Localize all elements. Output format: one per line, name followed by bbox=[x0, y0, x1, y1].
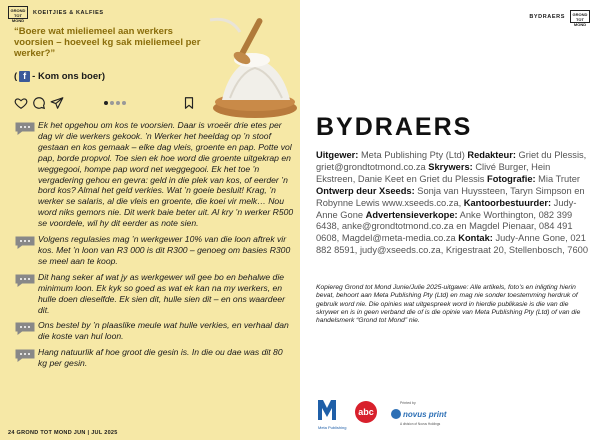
masthead bbox=[8, 6, 104, 23]
section-label: KOEITJIES & KALFIES bbox=[33, 9, 104, 16]
speech-bubble-icon bbox=[14, 321, 36, 335]
paren-open: ( bbox=[14, 71, 18, 82]
comment-text: Hang natuurlik af hoe groot die gesin is. In die ou dae was dit 80 kg per gesin. bbox=[38, 347, 283, 369]
credit-label: Skrywers: bbox=[428, 161, 473, 172]
novus-sub-text: A division of Novus Holdings bbox=[400, 422, 441, 426]
credit-text: Judy-Anne Gone bbox=[316, 197, 577, 220]
comment-item bbox=[14, 347, 294, 369]
speech-bubble-icon bbox=[14, 348, 36, 362]
right-page bbox=[300, 0, 600, 440]
novus-printed-by: Printed by bbox=[400, 401, 416, 405]
credit-text: Judy-Anne Gone, 021 882 8591, judy@xseeds.co.za, Krigestraat 20, Stellenbosch, 7600 bbox=[316, 233, 588, 256]
comment-item bbox=[14, 272, 294, 316]
comment-item bbox=[14, 320, 294, 342]
credit-text: Anke Worthington, 082 399 6438, anke@grondtotmond.co.za en Magdel Pienaar, 084 491 0608, Magdel@meta-media.co.za bbox=[316, 209, 573, 244]
social-action-bar bbox=[14, 94, 196, 112]
comment-text: Volgens regulasies mag ’n werkgewer 10% van die loon aftrek vir kos. Met ’n loon van R3 000 is dit R300 – genoeg om basies R300 se meel aan te koop. bbox=[38, 234, 291, 266]
carousel-dot bbox=[122, 101, 126, 105]
carousel-dot bbox=[116, 101, 120, 105]
credit-text: Griet du Plessis, griet@grondtotmond.co.za bbox=[316, 150, 587, 172]
credit-label: Redakteur: bbox=[467, 150, 516, 160]
credit-text: Clivé Burger, Hein Ekstreen, Danie Keet en Griet du Plessis bbox=[316, 161, 551, 184]
maize-meal-photo bbox=[200, 10, 300, 120]
section-label-right: BYDRAERS bbox=[529, 13, 565, 20]
meta-publishing-logo bbox=[318, 400, 346, 430]
send-icon[interactable] bbox=[50, 96, 64, 110]
carousel-dot bbox=[104, 101, 108, 105]
credit-label: Uitgewer: bbox=[316, 150, 359, 160]
novus-print-logo bbox=[391, 401, 447, 426]
comment-list bbox=[14, 120, 294, 374]
credit-text: Mia Truter bbox=[535, 173, 581, 184]
credit-label: Advertensieverkope: bbox=[365, 209, 458, 220]
credit-label: Kontak: bbox=[458, 233, 493, 244]
credit-label: Ontwerp deur Xseeds: bbox=[316, 185, 415, 196]
meta-logo-text: Meta Publishing bbox=[318, 425, 347, 430]
facebook-group: - Kom ons boer) bbox=[32, 71, 106, 82]
heart-icon[interactable] bbox=[14, 96, 28, 110]
comment-text: Ek het opgehou om kos te voorsien. Daar is vroeër drie etes per dag vir die werkers gekook. ’n Werker het heeldag op ’n stoof gestaan en kos gemaak – elke dag vleis, groente en pap. Potte vol pap, borde propvol. Toe sien ek hoe word die groente uitgekrap en weggegooi, hompe pap word net weggegooi. Ek het toe ’n vergadering gehou en gevra: geld in die plek van kos, of eerder ’n bord kos? Almal het geld verkies. Wat ’n goeie besluit! Krag, ’n werker se salaris, al die vleis en groente, die koei vir melk… Nou word niks gemors nie. Dit werk baie beter uit. Al kry ’n werker R500 se voordele, wil hy dit eerder as note sien. bbox=[38, 120, 294, 229]
credit-text: Meta Publishing Pty (Ltd) bbox=[358, 150, 468, 160]
facebook-icon: f bbox=[19, 71, 30, 82]
credits-block bbox=[316, 150, 592, 257]
masthead-right bbox=[529, 10, 590, 27]
partner-logos bbox=[316, 398, 496, 432]
facebook-source bbox=[14, 71, 105, 82]
speech-bubble-icon bbox=[14, 273, 36, 287]
comment-icon[interactable] bbox=[32, 96, 46, 110]
carousel-dots bbox=[104, 101, 126, 105]
credit-text: Sonja van Huyssteen, Taryn Simpson en Robynne Lewis www.xseeds.co.za, bbox=[316, 185, 585, 208]
post-headline: “Boere wat mieliemeel aan werkers voorsien – hoeveel kg sak mieliemeel per werker?” bbox=[14, 26, 201, 59]
novus-logo-text: novus print bbox=[403, 410, 447, 419]
magazine-logo-right: GROND TOT MOND bbox=[570, 10, 590, 23]
comment-text: Dit hang seker af wat jy as werkgewer wil gee bo en behalwe die minimum loon. Ek kyk so goed as wat ek kan na my werkers, en hulle doen dieselfde. Ek sien dit, hulle sien dit – en ons waardeer dit. bbox=[38, 271, 285, 315]
speech-bubble-icon bbox=[14, 235, 36, 249]
magazine-logo: GROND TOT MOND bbox=[8, 6, 28, 19]
comment-text: Ons bestel by ’n plaaslike meule wat hulle verkies, en verhaal dan die koste van hul loon. bbox=[38, 320, 289, 342]
speech-bubble-icon bbox=[14, 121, 36, 135]
abc-logo bbox=[355, 401, 377, 423]
copyright-notice: Kopiereg Grond tot Mond Junie/Julie 2025-uitgawe: Alle artikels, foto’s en inligting hierin bevat, behoort aan Meta Publishing Pty (Ltd) en mag nie sonder toestemming herdruk of gebruik word nie. Die opinies wat uitgespreek word in hierdie publikasie is die van die skrywer en is in geen verband die of is die opinie van Meta Publishing Pty (Ltd) of van die handelsmerk “Grond tot Mond” nie. bbox=[316, 284, 581, 325]
comment-item bbox=[14, 120, 294, 229]
credit-label: Kantoorbestuurder: bbox=[463, 197, 552, 208]
page-title: BYDRAERS bbox=[316, 113, 473, 141]
carousel-dot bbox=[110, 101, 114, 105]
bookmark-icon[interactable] bbox=[182, 96, 196, 110]
credit-label: Fotografie: bbox=[487, 173, 536, 184]
comment-item bbox=[14, 234, 294, 267]
page-footer: 24 GROND TOT MOND JUN | JUL 2025 bbox=[8, 430, 118, 436]
abc-logo-text: abc bbox=[358, 407, 374, 417]
